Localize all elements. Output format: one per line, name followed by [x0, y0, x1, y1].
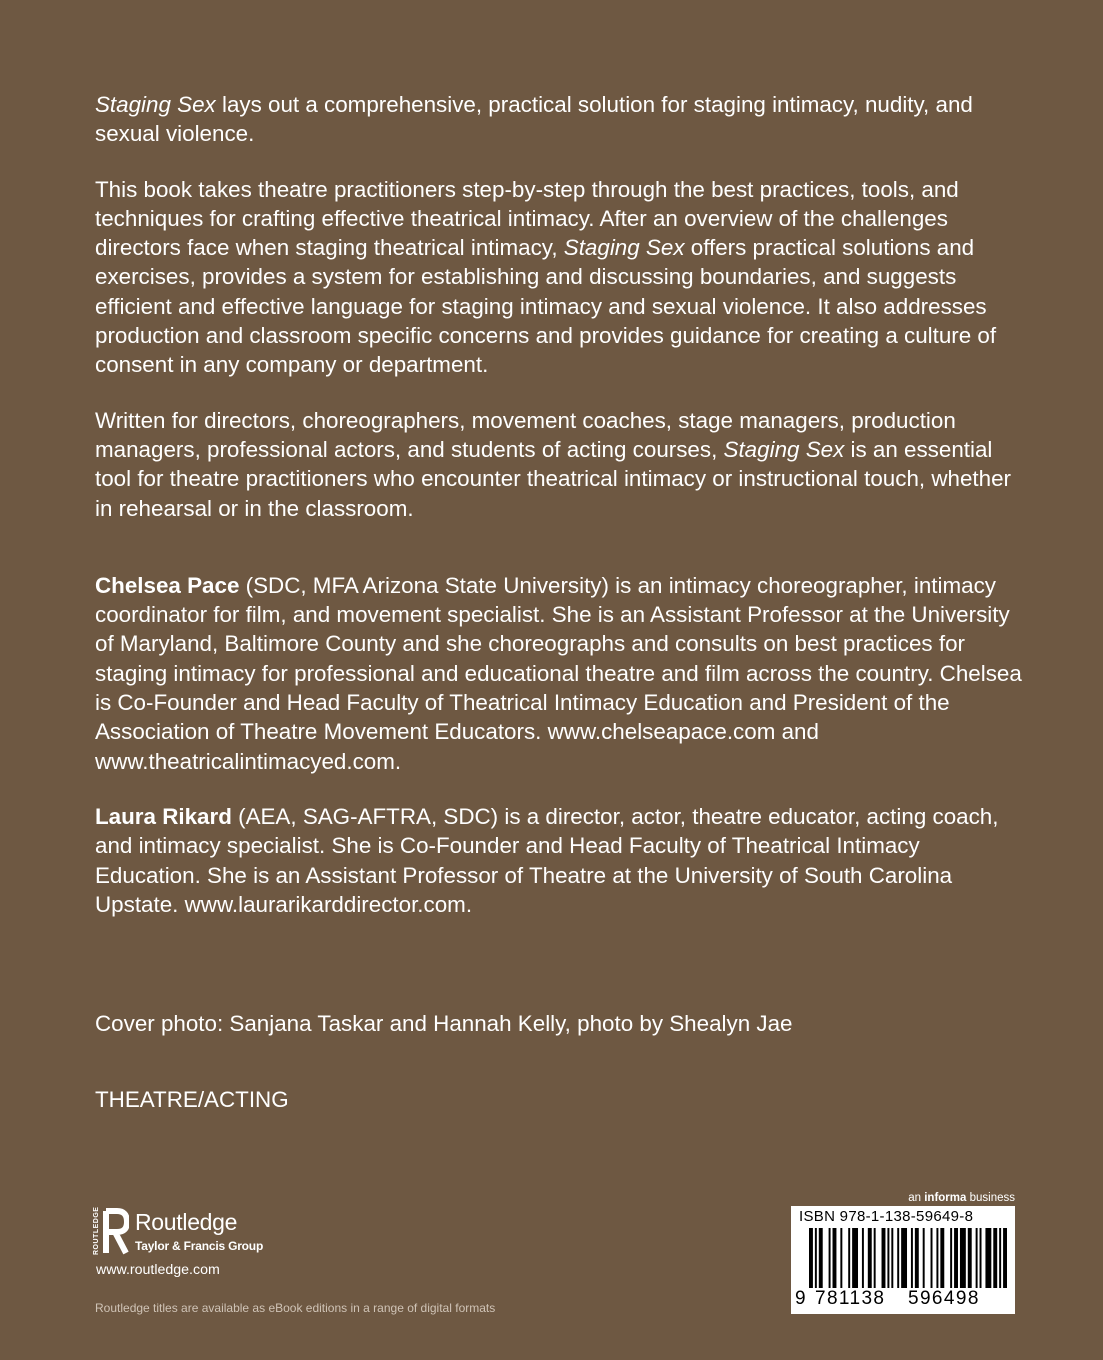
blurb-text: offers practical solutions and exercises, provides a system for establishing and discussing boundaries, and suggests efficient and effective language for staging intimacy and sexual violence. It also addresses production and classroom specific concerns and provides guidance for creating a culture of consent in any company or department.: [95, 235, 997, 378]
ebook-availability-note: Routledge titles are available as eBook editions in a range of digital formats: [95, 1301, 496, 1315]
barcode-bar: [901, 1228, 907, 1288]
barcode-bar: [862, 1228, 864, 1288]
blurb-paragraph-3: [95, 406, 1030, 523]
barcode-bar: [950, 1228, 952, 1288]
blurb-text: Written for directors, choreographers, movement coaches, stage managers, production managers, professional actors, and students of acting courses,: [95, 407, 956, 462]
author-bio-chelsea-pace: [95, 571, 1030, 776]
barcode-bar: [819, 1228, 823, 1288]
publisher-name: Routledge: [135, 1209, 238, 1235]
publisher-website: www.routledge.com: [96, 1262, 220, 1278]
barcode-bar: [891, 1228, 893, 1288]
barcode-bar: [887, 1228, 889, 1288]
publisher-side-text: ROUTLEDGE: [93, 1206, 100, 1255]
barcode-bar: [897, 1228, 899, 1288]
barcode-bar: [999, 1228, 1001, 1288]
author-name: Laura Rikard: [95, 803, 232, 829]
blurb-text: This book takes theatre practitioners step-by-step through the best practices, tools, and techniques for crafting effective theatrical intimacy. After an overview of the challenges directors face when staging theatrical intimacy,: [95, 176, 959, 261]
barcode-digits-left: 781138: [815, 1288, 886, 1309]
cover-photo-credit: Cover photo: Sanjana Taskar and Hannah Kelly, photo by Shealyn Jae: [95, 1011, 793, 1036]
barcode-bar: [833, 1228, 837, 1288]
barcode-bar: [915, 1228, 919, 1288]
isbn-barcode: [791, 1206, 1015, 1314]
barcode-bar: [976, 1228, 978, 1288]
informa-suffix: business: [966, 1192, 1015, 1204]
routledge-r-logo-icon: [93, 1207, 129, 1257]
book-title: Staging Sex: [723, 436, 845, 462]
barcode-bar: [940, 1228, 944, 1288]
back-cover-blurb: [95, 90, 1030, 945]
barcode-bar: [1003, 1228, 1007, 1288]
barcode-bar: [809, 1228, 813, 1288]
barcode-bar: [936, 1228, 938, 1288]
book-title: Staging Sex: [563, 235, 685, 261]
barcode-bar: [960, 1228, 966, 1288]
book-title: Staging Sex: [95, 92, 216, 117]
informa-prefix: an: [908, 1192, 925, 1204]
barcode-digits-right: 596498: [908, 1288, 980, 1309]
barcode-bar: [815, 1228, 817, 1288]
blurb-paragraph-1: [95, 90, 1030, 149]
barcode-bar: [852, 1228, 858, 1288]
barcode-bar: [923, 1228, 925, 1288]
informa-business-tag: [908, 1192, 1015, 1204]
barcode-bar: [968, 1228, 972, 1288]
publisher-group: Taylor & Francis Group: [135, 1239, 264, 1253]
blurb-paragraph-2: [95, 175, 1030, 380]
barcode-bar: [874, 1228, 876, 1288]
blurb-text: is an essential tool for theatre practitioners who encounter theatrical intimacy or instructional touch, whether in rehearsal or in the classroom.: [95, 436, 1011, 521]
barcode-bar: [848, 1228, 850, 1288]
informa-brand: informa: [924, 1192, 967, 1204]
subject-category: THEATRE/ACTING: [95, 1087, 289, 1112]
barcode-bar: [985, 1228, 991, 1288]
barcode-bar: [931, 1228, 933, 1288]
barcode-bar: [882, 1228, 886, 1288]
blurb-text: lays out a comprehensive, practical solution for staging intimacy, nudity, and sexual violence.: [95, 92, 973, 147]
barcode-bar: [868, 1228, 872, 1288]
barcode-bar: [840, 1228, 842, 1288]
barcode-bar: [980, 1228, 982, 1288]
barcode-bar: [993, 1228, 997, 1288]
barcode-digit-first: 9: [795, 1288, 807, 1309]
barcode-bars: [809, 1228, 1007, 1288]
barcode-bar: [829, 1228, 831, 1288]
barcode-bar: [911, 1228, 913, 1288]
author-bio-text: (AEA, SAG-AFTRA, SDC) is a director, actor, theatre educator, acting coach, and intimacy specialist. She is Co-Founder and Head Faculty of Theatrical Intimacy Education. She is an Assistant Professor of Theatre at the University of South Carolina Upstate. www.laurarikarddirector.com.: [95, 803, 999, 917]
isbn-label: ISBN 978-1-138-59649-8: [799, 1208, 974, 1225]
barcode-bar: [954, 1228, 958, 1288]
author-bio-text: (SDC, MFA Arizona State University) is an intimacy choreographer, intimacy coordinator for film, and movement specialist. She is an Assistant Professor at the University of Maryland, Baltimore County and she choreographs and consults on best practices for staging intimacy for professional and educational theatre and film across the country. Chelsea is Co-Founder and Head Faculty of Theatrical Intimacy Education and President of the Association of Theatre Movement Educators. www.chelseapace.com and www.theatricalintimacyed.com.: [95, 572, 1022, 774]
author-bio-laura-rikard: [95, 802, 1030, 919]
author-name: Chelsea Pace: [95, 572, 240, 598]
